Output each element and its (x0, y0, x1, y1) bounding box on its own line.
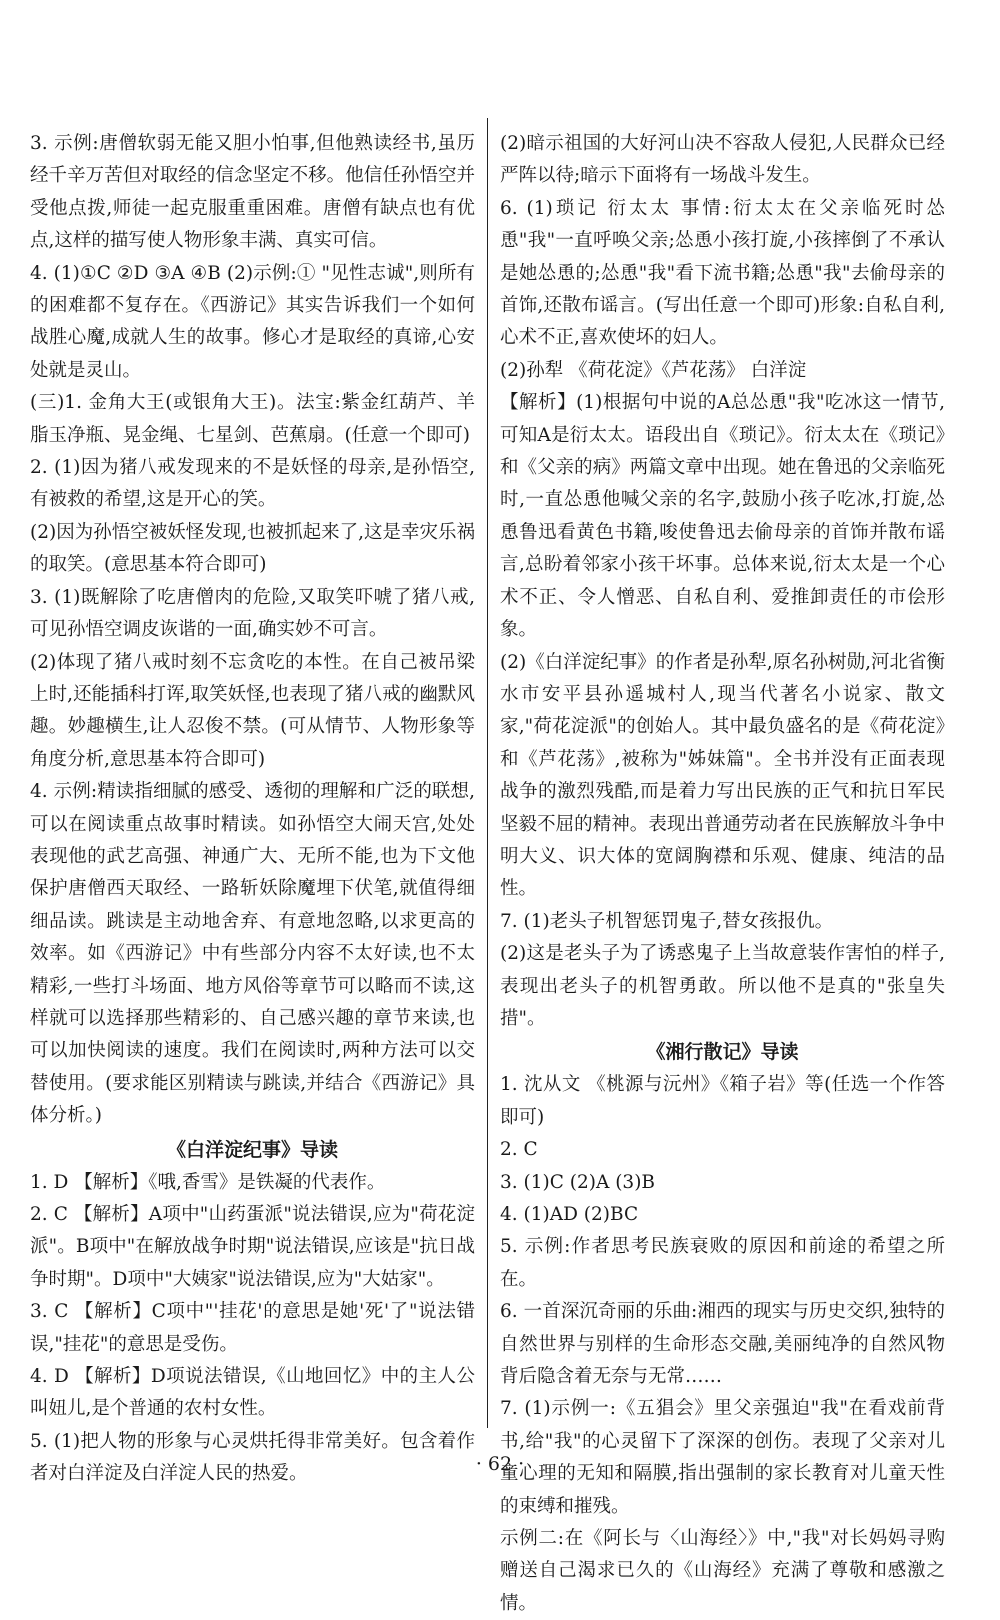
answer-item: (三)1. 金角大王(或银角大王)。法宝:紫金红葫芦、羊脂玉净瓶、晃金绳、七星剑、芭蕉扇。(任意一个即可) (30, 392, 475, 446)
answer-item: 2. C 【解析】A项中"山药蛋派"说法错误,应为"荷花淀派"。B项中"在解放战争时期"说法错误,应该是"抗日战争时期"。D项中"大姨家"说法错误,应为"大姑家"。 (30, 1204, 475, 1290)
answer-item: 4. 示例:精读指细腻的感受、透彻的理解和广泛的联想,可以在阅读重点故事时精读。如孙悟空大闹天宫,处处表现他的武艺高强、神通广大、无所不能,也为下文他保护唐僧西天取经、一路斩妖除魔埋下伏笔,就值得细细品读。跳读是主动地舍弃、有意地忽略,以求更高的效率。如《西游记》中有些部分内容不太好读,也不太精彩,一些打斗场面、地方风俗等章节可以略而不读,这样就可以选择那些精彩的、自己感兴趣的章节来读,也可以加快阅读的速度。我们在阅读时,两种方法可以交替使用。(要求能区别精读与跳读,并结合《西游记》具体分析。) (30, 781, 475, 1127)
answer-item: (2)这是老头子为了诱惑鬼子上当故意装作害怕的样子,表现出老头子的机智勇敢。所以他不是真的"张皇失措"。 (500, 943, 945, 1029)
left-column (30, 128, 475, 1491)
column-divider (487, 118, 488, 1428)
answer-item: 3. C 【解析】C项中"'挂花'的意思是她'死'了"说法错误,"挂花"的意思是受伤。 (30, 1301, 475, 1355)
answer-item: 6. 一首深沉奇丽的乐曲:湘西的现实与历史交织,独特的自然世界与别样的生命形态交融,美丽纯净的自然风物背后隐含着无奈与无常…… (500, 1301, 945, 1388)
answer-item: 3. (1)C (2)A (3)B (500, 1171, 656, 1193)
answer-item: (2)体现了猪八戒时刻不忘贪吃的本性。在自己被吊梁上时,还能插科打诨,取笑妖怪,也表现了猪八戒的幽默风趣。妙趣横生,让人忍俊不禁。(可从情节、人物形象等角度分析,意思基本符合即可) (30, 651, 475, 770)
answer-item: 示例二:在《阿长与〈山海经〉》中,"我"对长妈妈寻购赠送自己渴求已久的《山海经》充满了尊敬和感激之情。 (500, 1528, 945, 1614)
answer-item: 1. D 【解析】《哦,香雪》是铁凝的代表作。 (30, 1171, 386, 1193)
answer-item: 1. 沈从文 《桃源与沅州》《箱子岩》等(任选一个作答即可) (500, 1074, 945, 1128)
answer-item: 7. (1)老头子机智惩罚鬼子,替女孩报仇。 (500, 910, 834, 932)
answer-item: (2)因为孙悟空被妖怪发现,也被抓起来了,这是幸灾乐祸的取笑。(意思基本符合即可) (30, 521, 475, 576)
answer-item: 4. (1)AD (2)BC (500, 1204, 639, 1225)
answer-item: 4. D 【解析】D项说法错误,《山地回忆》中的主人公叫妞儿,是个普通的农村女性。 (30, 1366, 475, 1420)
section-title: 《湘行散记》导读 (646, 1041, 799, 1064)
page-number: · 62 · (475, 1453, 525, 1475)
answer-item: 5. 示例:作者思考民族衰败的原因和前途的希望之所在。 (500, 1236, 945, 1290)
answer-item: 4. (1)①C ②D ③A ④B (2)示例:① "见性志诚",则所有的困难都不复存在。《西游记》其实告诉我们一个如何战胜心魔,成就人生的故事。修心才是取经的真谛,心安处就是灵山。 (30, 262, 475, 381)
answer-item: 2. (1)因为猪八戒发现来的不是妖怪的母亲,是孙悟空,有被救的希望,这是开心的笑。 (30, 457, 475, 511)
answer-item: 5. (1)把人物的形象与心灵烘托得非常美好。包含着作者对白洋淀及白洋淀人民的热爱。 (30, 1430, 475, 1485)
answer-item: (2)暗示祖国的大好河山决不容敌人侵犯,人民群众已经严阵以待;暗示下面将有一场战斗发生。 (500, 133, 945, 187)
answer-item: 2. C (500, 1139, 538, 1161)
answer-item: 3. 示例:唐僧软弱无能又胆小怕事,但他熟读经书,虽历经千辛万苦但对取经的信念坚定不移。他信任孙悟空并受他点拨,师徒一起克服重重困难。唐僧有缺点也有优点,这样的描写使人物形象丰满、真实可信。 (30, 133, 475, 252)
answer-item: 【解析】(1)根据句中说的A总怂恿"我"吃冰这一情节,可知A是衍太太。语段出自《琐记》。衍太太在《琐记》和《父亲的病》两篇文章中出现。她在鲁迅的父亲临死时,一直怂恿他喊父亲的名字,鼓励小孩子吃冰,打旋,怂恿鲁迅看黄色书籍,唆使鲁迅去偷母亲的首饰并散布谣言,总盼着邻家小孩干坏事。总体来说,衍太太是一个心术不正、令人憎恶、自私自利、爱推卸责任的市侩形象。 (500, 392, 945, 641)
section-title: 《白洋淀纪事》导读 (166, 1138, 338, 1161)
answer-item: 6. (1)琐记 衍太太 事情:衍太太在父亲临死时怂恿"我"一直呼唤父亲;怂恿小孩打旋,小孩摔倒了不承认是她怂恿的;怂恿"我"看下流书籍;怂恿"我"去偷母亲的首饰,还散布谣言。(写出任意一个即可)形象:自私自利,心术不正,喜欢使坏的妇人。 (500, 197, 945, 349)
right-column (500, 128, 945, 1620)
answer-item: (2)《白洋淀纪事》的作者是孙犁,原名孙树勋,河北省衡水市安平县孙遥城村人,现当代著名小说家、散文家,"荷花淀派"的创始人。其中最负盛名的是《荷花淀》和《芦花荡》,被称为"姊妹篇"。全书并没有正面表现战争的激烈残酷,而是着力写出民族的正气和抗日军民坚毅不屈的精神。表现出普通劳动者在民族解放斗争中明大义、识大体的宽阔胸襟和乐观、健康、纯洁的品性。 (500, 651, 945, 900)
answer-item: (2)孙犁 《荷花淀》《芦花荡》 白洋淀 (500, 359, 807, 381)
answer-item: 7. (1)示例一:《五猖会》里父亲强迫"我"在看戏前背书,给"我"的心灵留下了深深的创伤。表现了父亲对儿童心理的无知和隔膜,指出强制的家长教育对儿童天性的束缚和摧残。 (500, 1398, 945, 1517)
answer-item: 3. (1)既解除了吃唐僧肉的危险,又取笑吓唬了猪八戒,可见孙悟空调皮诙谐的一面,确实妙不可言。 (30, 586, 475, 641)
